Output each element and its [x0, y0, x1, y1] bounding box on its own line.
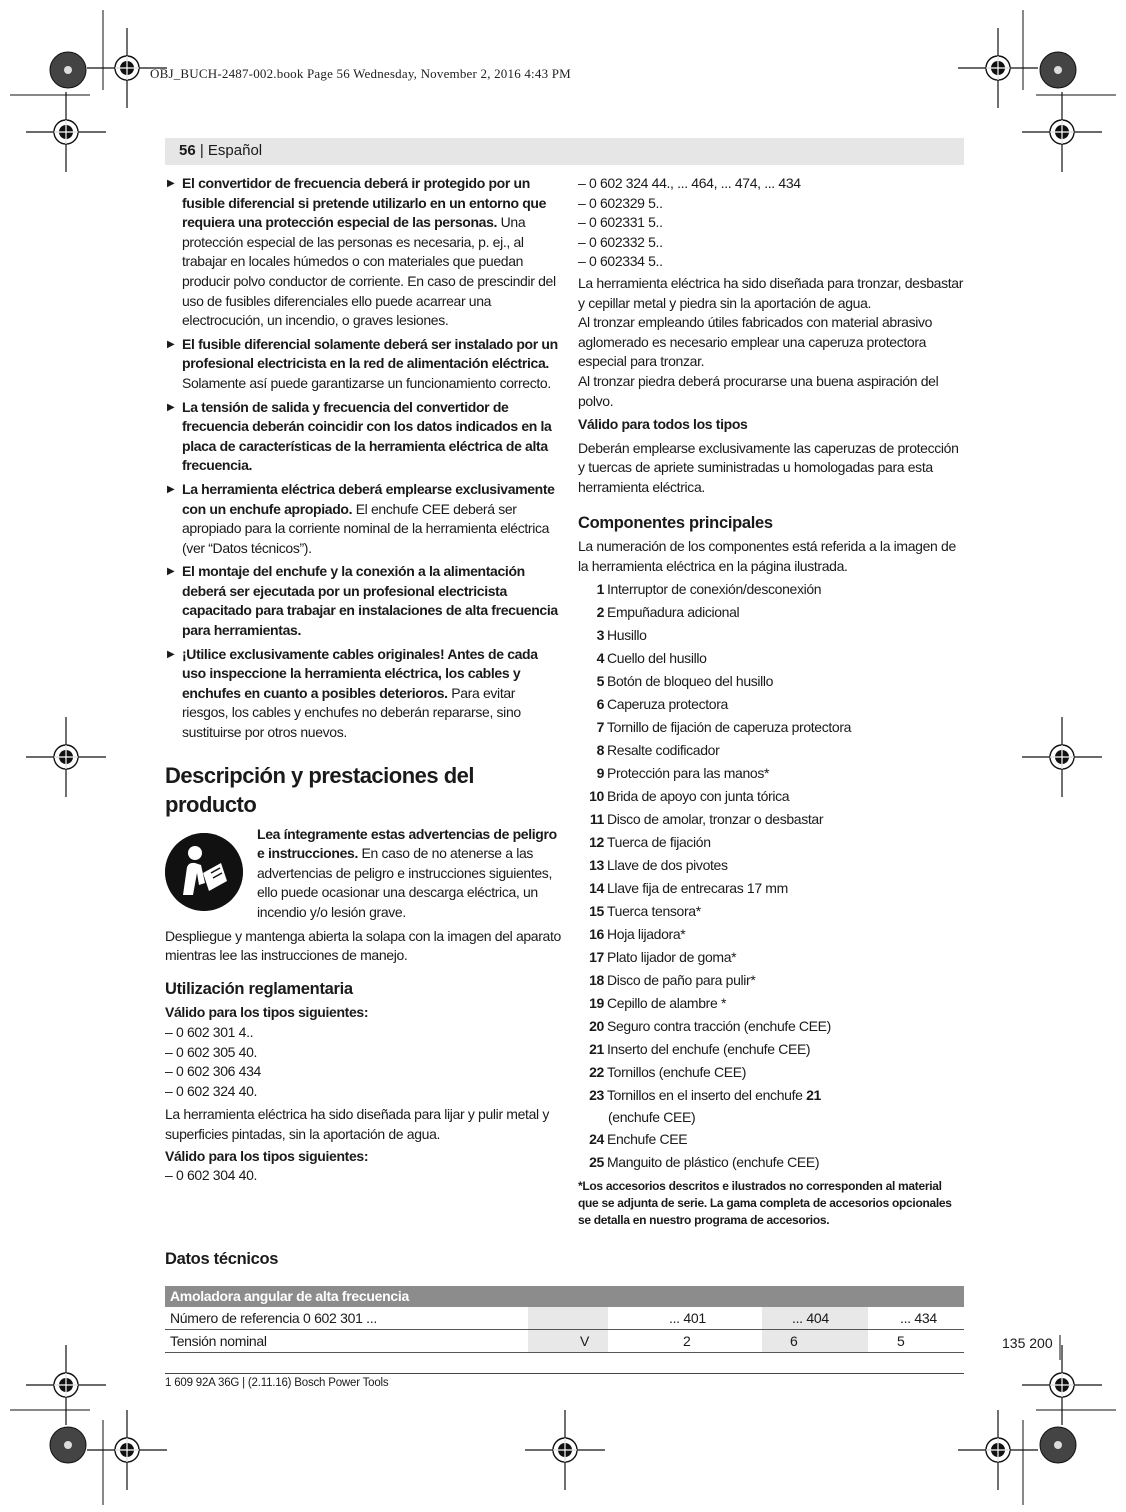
table-cell: 6: [790, 1333, 798, 1349]
component-item: 12 Tuerca de fijación: [589, 834, 711, 851]
component-item: 8 Resalte codificador: [596, 742, 720, 759]
components-intro: La numeración de los componentes está referida a la imagen de la herramienta eléctrica en la página ilustrada.: [578, 538, 956, 574]
table-cell: Tensión nominal: [170, 1333, 267, 1349]
table-cell: V: [580, 1333, 590, 1349]
component-item: 14 Llave fija de entrecaras 17 mm: [589, 880, 788, 897]
warning-item: ▶ El fusible diferencial solamente deberá ser instalado por un profesional electricista en la red de alimentación eléctrica. Solamente así puede garantizarse un funcionamiento correcto.: [167, 335, 558, 391]
footer-divider: [165, 1373, 964, 1374]
bullet-triangle-icon: ▶: [167, 178, 175, 189]
valid-all-text: Deberán emplearse exclusivamente las caperuzas de protección y tuercas de apriete suministradas u homologadas para esta herramienta eléctrica.: [578, 439, 959, 495]
bullet-triangle-icon: ▶: [167, 401, 175, 413]
component-item: 9 Protección para las manos*: [596, 765, 770, 782]
table-cell: 5: [897, 1333, 905, 1349]
components-title: Componentes principales: [578, 513, 773, 532]
component-item: 7 Tornillo de fijación de caperuza protectora: [596, 719, 852, 736]
component-item: 5 Botón de bloqueo del husillo: [596, 673, 774, 690]
component-item: 1 Interruptor de conexión/desconexión: [596, 581, 822, 598]
table-cell: ... 434: [900, 1310, 937, 1326]
use-title: Utilización reglamentaria: [165, 979, 353, 998]
type-item: – 0 602329 5..: [578, 194, 663, 211]
table-header: Amoladora angular de alta frecuencia: [165, 1286, 964, 1307]
component-item: 25 Manguito de plástico (enchufe CEE): [589, 1154, 820, 1171]
table-row: [165, 1307, 964, 1330]
table-row: [165, 1330, 964, 1353]
type-item: – 0 602334 5..: [578, 253, 663, 270]
use-text: Al tronzar empleando útiles fabricados con material abrasivo aglomerado es necesario emplear una caperuza protectora especial para tronzar.: [578, 314, 933, 370]
use-text: Al tronzar piedra deberá procurarse una buena aspiración del polvo.: [578, 372, 939, 409]
bullet-triangle-icon: ▶: [167, 338, 175, 350]
page-footer: 1 609 92A 36G | (2.11.16) Bosch Power Tools: [165, 1377, 389, 1389]
component-item: 2 Empuñadura adicional: [596, 604, 740, 621]
type-item: – 0 602332 5..: [578, 233, 663, 250]
bullet-triangle-icon: ▶: [167, 483, 175, 495]
table-overflow-value: 135 200: [1002, 1335, 1053, 1351]
accessories-footnote: *Los accesorios descritos e ilustrados no corresponden al material que se adjunta de serie. La gama completa de accesorios opcionales se detalla en nuestro programa de accesorios.: [578, 1179, 952, 1228]
type-item: – 0 602 305 40.: [165, 1043, 258, 1060]
component-item: 16 Hoja lijadora*: [589, 926, 686, 943]
type-item: – 0 602 301 4..: [165, 1024, 254, 1040]
bullet-triangle-icon: ▶: [167, 648, 175, 660]
unfold-instructions: Despliegue y mantenga abierta la solapa con la imagen del aparato mientras lee las instrucciones de manejo.: [165, 927, 561, 964]
use-text: La herramienta eléctrica ha sido diseñada para tronzar, desbastar y cepillar metal y piedra sin la aportación de agua.: [578, 274, 964, 311]
valid-all-label: Válido para todos los tipos: [578, 416, 748, 433]
left-column: [165, 174, 563, 1186]
table-cell: 2: [683, 1333, 691, 1349]
warning-item: ▶ La tensión de salida y frecuencia del convertidor de frecuencia deberán coincidir con los datos indicados en la placa de características de la herramienta eléctrica de alta frecuencia.: [167, 398, 552, 474]
component-item: 23 Tornillos en el inserto del enchufe 21 (enchufe CEE): [589, 1087, 821, 1126]
warning-item: ▶ La herramienta eléctrica deberá emplearse exclusivamente con un enchufe apropiado. El enchufe CEE deberá ser apropiado para la corriente nominal de la herramienta eléctrica (ver “Datos técnicos”).: [167, 480, 555, 556]
type-item: – 0 602 306 434: [165, 1063, 261, 1080]
page-number: 56: [179, 142, 196, 159]
table-cell: ... 404: [792, 1310, 829, 1326]
read-manual-icon: [165, 833, 243, 911]
page-header: 56 | Español: [165, 138, 964, 165]
print-slug: OBJ_BUCH-2487-002.book Page 56 Wednesday, November 2, 2016 4:43 PM: [150, 66, 571, 81]
type-item: – 0 602 304 40.: [165, 1167, 258, 1184]
type-item: – 0 602 324 44., ... 464, ... 474, ... 434: [578, 175, 801, 191]
datos-title: Datos técnicos: [165, 1250, 279, 1268]
table-cell: Número de referencia 0 602 301 ...: [170, 1310, 377, 1326]
valid-label: Válido para los tipos siguientes:: [165, 1004, 369, 1021]
read-instructions-box: [165, 825, 563, 925]
specs-table: [165, 1286, 964, 1353]
components-list: [578, 578, 964, 1174]
section-title: Descripción y prestaciones del producto: [165, 762, 475, 817]
component-item: 24 Enchufe CEE: [589, 1131, 688, 1148]
warning-item: ▶ ¡Utilice exclusivamente cables originales! Antes de cada uso inspeccione la herramienta eléctrica, los cables y enchufes en cuanto a posibles deterioros. Para evitar riesgos, los cables y enchufes no deberán repararse, sino sustituirse por otros nuevos.: [167, 645, 538, 741]
bullet-triangle-icon: ▶: [167, 566, 175, 578]
component-item: 11 Disco de amolar, tronzar o desbastar: [589, 811, 824, 828]
type-item: – 0 602 324 40.: [165, 1082, 258, 1099]
component-item: 17 Plato lijador de goma*: [589, 949, 737, 966]
component-item: 19 Cepillo de alambre *: [589, 995, 727, 1012]
type-item: – 0 602331 5..: [578, 214, 663, 231]
component-item: 15 Tuerca tensora*: [589, 903, 701, 920]
component-item: 4 Cuello del husillo: [596, 650, 707, 667]
right-column: [578, 174, 964, 1229]
table-cell: ... 401: [669, 1310, 706, 1326]
component-item: 18 Disco de paño para pulir*: [589, 972, 756, 989]
page-language: Español: [207, 142, 263, 159]
valid-label: Válido para los tipos siguientes:: [165, 1147, 369, 1164]
read-warning-bold: Lea íntegramente estas advertencias de peligro e instrucciones.: [257, 825, 557, 862]
component-item: 3 Husillo: [596, 627, 647, 644]
component-item: 6 Caperuza protectora: [596, 696, 728, 713]
component-item: 22 Tornillos (enchufe CEE): [589, 1064, 747, 1081]
read-warning-text: En caso de no atenerse a las advertencias de peligro e instrucciones siguientes, ello puede ocasionar una descarga eléctrica, un incendio y/o lesión grave.: [257, 845, 552, 920]
use-text: La herramienta eléctrica ha sido diseñada para lijar y pulir metal y superficies pintadas, sin la aportación de agua.: [165, 1106, 549, 1142]
component-item: 10 Brida de apoyo con junta tórica: [589, 788, 790, 805]
component-item: 13 Llave de dos pivotes: [589, 857, 728, 874]
component-item: 20 Seguro contra tracción (enchufe CEE): [589, 1018, 831, 1035]
warning-item: ▶ El convertidor de frecuencia deberá ir protegido por un fusible diferencial si pretende utilizarlo en un entorno que requiera una protección especial de las personas. Una protección especial de las personas es necesaria, p. ej., al trabajar en locales húmedos o con materiales que puedan producir polvo conductor de corriente. En caso de prescindir del uso de fusibles diferenciales ello puede acarrear una electrocución, un incendio, o graves lesiones.: [167, 175, 556, 329]
component-item: 21 Inserto del enchufe (enchufe CEE): [589, 1041, 811, 1058]
warning-item: ▶ El montaje del enchufe y la conexión a la alimentación deberá ser ejecutada por un profesional electricista capacitado para trabajar en instalaciones de alta frecuencia para herramientas.: [167, 563, 558, 639]
